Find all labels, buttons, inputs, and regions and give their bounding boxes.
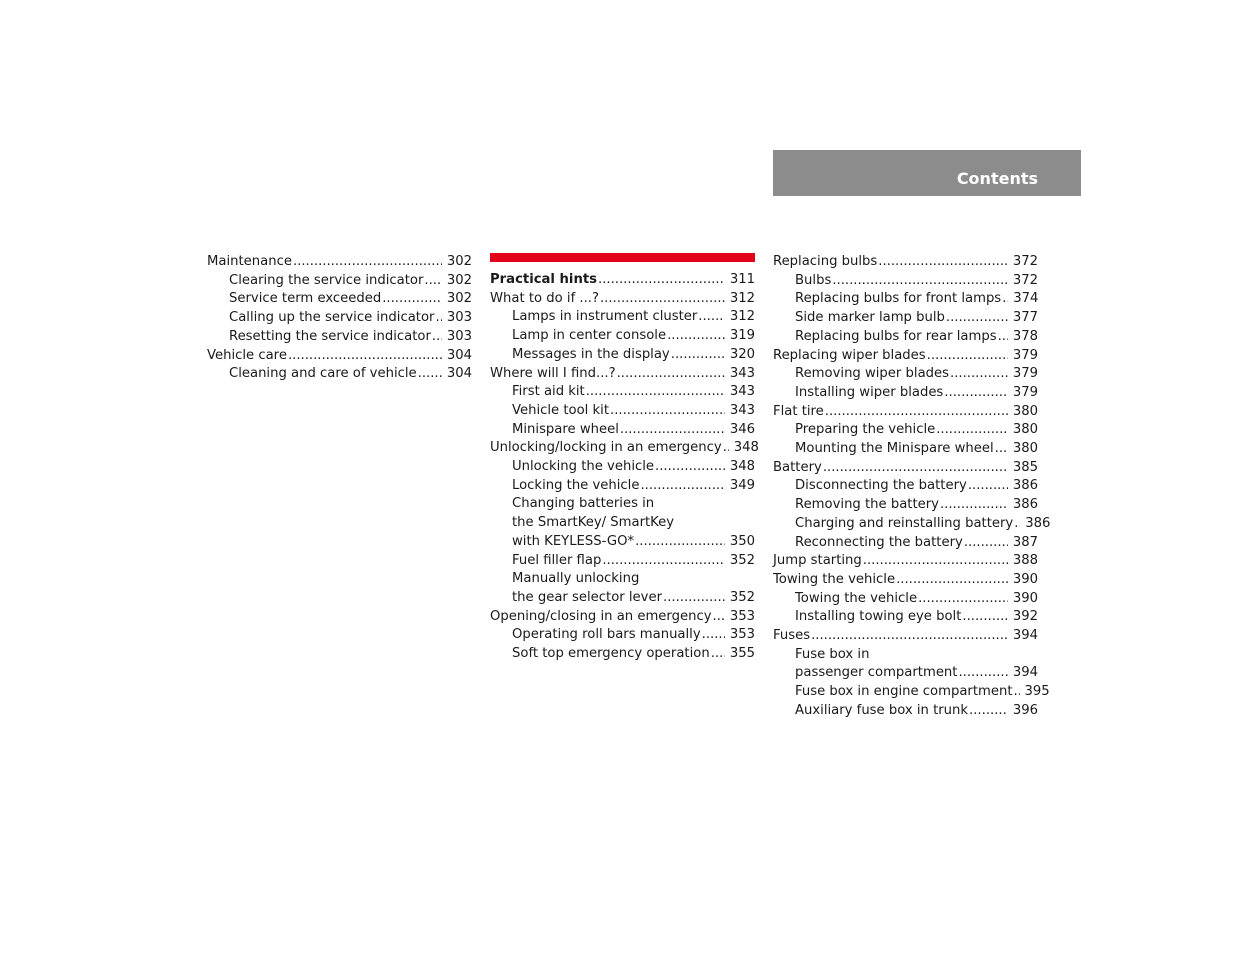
toc-leader-dots [946, 309, 1008, 328]
toc-entry[interactable] [207, 290, 472, 309]
toc-leader-dots [667, 327, 725, 346]
toc-entry-page: 390 [1012, 590, 1038, 606]
toc-entry-page: 304 [446, 347, 472, 363]
toc-entry-label: Charging and reinstalling battery [795, 515, 1014, 531]
toc-entry-label: Cleaning and care of vehicle [229, 366, 417, 382]
toc-entry-page: 311 [729, 272, 755, 287]
toc-entry[interactable] [490, 608, 755, 627]
toc-entry-label: the gear selector lever [512, 589, 662, 605]
toc-entry-page: 378 [1012, 328, 1038, 344]
toc-entry-label: Soft top emergency operation [512, 646, 710, 662]
toc-entry-label: Jump starting [773, 553, 862, 569]
toc-entry-label: Vehicle tool kit [512, 402, 609, 418]
page-title: Contents [956, 169, 1038, 188]
toc-entry-page: 352 [729, 552, 755, 568]
toc-entry[interactable] [490, 346, 755, 365]
toc-leader-dots [958, 664, 1007, 683]
toc-leader-dots [586, 383, 725, 402]
toc-entry-page: 374 [1013, 291, 1039, 307]
toc-entry-page: 343 [729, 384, 755, 400]
toc-entry[interactable] [207, 272, 472, 291]
toc-entry-page: 302 [446, 254, 472, 269]
toc-entry-page: 394 [1012, 665, 1038, 681]
toc-leader-dots [968, 477, 1008, 496]
toc-entry-page: 380 [1012, 422, 1038, 438]
toc-entry-label: Fuel filler flap [512, 552, 602, 568]
toc-entry[interactable] [490, 383, 755, 402]
toc-leader-dots [711, 645, 725, 664]
toc-leader-dots [600, 290, 725, 309]
toc-entry-page: 312 [729, 309, 755, 325]
toc-entry[interactable] [773, 571, 1038, 590]
toc-entry-label: What to do if ...? [490, 290, 599, 306]
toc-leader-dots [293, 253, 442, 272]
toc-entry[interactable] [490, 514, 755, 533]
toc-entry[interactable] [773, 290, 1038, 309]
toc-entry[interactable] [773, 627, 1038, 646]
toc-entry-page: 390 [1012, 571, 1038, 587]
toc-entry-page: 353 [729, 608, 755, 624]
toc-entry[interactable] [773, 253, 1038, 272]
toc-leader-dots [435, 309, 441, 328]
toc-leader-dots [823, 459, 1008, 478]
toc-leader-dots [969, 702, 1008, 721]
toc-leader-dots [620, 421, 725, 440]
toc-entry[interactable] [490, 327, 755, 346]
toc-entry[interactable] [773, 646, 1038, 665]
toc-entry-page: 319 [729, 328, 755, 344]
toc-leader-dots [940, 496, 1008, 515]
toc-entry[interactable] [490, 402, 755, 421]
toc-entry-label: Towing the vehicle [795, 590, 918, 606]
toc-entry[interactable] [773, 702, 1038, 721]
toc-leader-dots [713, 608, 725, 627]
toc-entry-label: Where will I find...? [490, 365, 616, 381]
toc-entry-label: Fuse box in [795, 646, 870, 662]
toc-entry-label: Installing wiper blades [795, 384, 944, 400]
toc-entry-page: 346 [729, 421, 755, 437]
toc-entry-page: 350 [729, 533, 755, 549]
toc-leader-dots [382, 290, 442, 309]
toc-entry-label: Unlocking the vehicle [512, 459, 655, 475]
toc-entry-label: Service term exceeded [229, 291, 382, 307]
toc-leader-dots [950, 365, 1008, 384]
toc-entry-page: 385 [1012, 459, 1038, 475]
toc-entry-page: 388 [1012, 553, 1038, 569]
toc-entry-page: 312 [729, 290, 755, 306]
toc-entry-label: First aid kit [512, 384, 585, 400]
toc-entry-label: Removing the battery [795, 497, 939, 513]
toc-entry[interactable] [773, 309, 1038, 328]
toc-entry-label: Reconnecting the battery [795, 534, 963, 550]
toc-entry-page: 343 [729, 402, 755, 418]
toc-entry[interactable] [207, 347, 472, 366]
toc-leader-dots [1014, 515, 1020, 534]
toc-entry-page: 380 [1012, 403, 1038, 419]
toc-entry-label: Disconnecting the battery [795, 478, 967, 494]
toc-entry-page: 392 [1012, 609, 1038, 625]
toc-entry-page: 396 [1012, 702, 1038, 718]
toc-entry-page: 303 [446, 328, 472, 344]
toc-leader-dots [288, 347, 442, 366]
toc-entry-label: Messages in the display [512, 346, 670, 362]
toc-entry-label: Calling up the service indicator [229, 310, 435, 326]
toc-entry-page: 380 [1012, 441, 1038, 457]
toc-entry-page: 395 [1024, 684, 1050, 700]
toc-leader-dots [640, 477, 724, 496]
toc-entry-label: Replacing bulbs [773, 254, 878, 269]
toc-entry-label: Unlocking/locking in an emergency [490, 440, 722, 456]
toc-entry-page: 386 [1012, 497, 1038, 513]
toc-leader-dots [602, 552, 725, 571]
toc-leader-dots [995, 440, 1008, 459]
toc-entry[interactable] [207, 309, 472, 328]
toc-leader-dots [702, 626, 725, 645]
toc-entry-label: Towing the vehicle [773, 571, 896, 587]
toc-entry-page: 355 [729, 646, 755, 662]
toc-entry[interactable] [490, 589, 755, 608]
toc-entry-page: 377 [1012, 310, 1038, 326]
toc-leader-dots [962, 608, 1007, 627]
toc-entry-page: 320 [729, 346, 755, 362]
toc-leader-dots [598, 271, 725, 290]
toc-entry-page: 386 [1025, 515, 1051, 531]
toc-leader-dots [418, 365, 442, 384]
toc-entry-label: Preparing the vehicle [795, 422, 936, 438]
toc-leader-dots [832, 272, 1008, 291]
toc-entry[interactable] [490, 365, 755, 384]
toc-entry-page: 348 [733, 440, 759, 456]
toc-entry-label: with KEYLESS-GO* [512, 533, 635, 549]
toc-entry-label: Mounting the Minispare wheel [795, 441, 994, 457]
toc-entry[interactable] [773, 608, 1038, 627]
toc-entry[interactable] [490, 495, 755, 514]
toc-entry-page: 379 [1012, 347, 1038, 363]
toc-entry[interactable] [773, 590, 1038, 609]
toc-entry[interactable] [773, 365, 1038, 384]
toc-entry[interactable] [773, 552, 1038, 571]
toc-entry-page: 372 [1012, 272, 1038, 288]
toc-entry-page: 387 [1012, 534, 1038, 550]
toc-leader-dots [655, 458, 725, 477]
toc-entry[interactable] [773, 403, 1038, 422]
toc-entry[interactable] [773, 347, 1038, 366]
toc-leader-dots [878, 253, 1008, 272]
toc-entry[interactable] [490, 308, 755, 327]
toc-entry-page: 343 [729, 365, 755, 381]
toc-entry-page: 379 [1012, 384, 1038, 400]
toc-entry-label: Fuses [773, 628, 811, 644]
toc-entry-page: 379 [1012, 366, 1038, 382]
toc-entry-label: Clearing the service indicator [229, 272, 424, 288]
toc-entry[interactable] [773, 534, 1038, 553]
toc-entry-label: Bulbs [795, 272, 832, 288]
toc-entry[interactable] [207, 328, 472, 347]
toc-entry-page: 394 [1012, 628, 1038, 644]
toc-entry-label: Lamps in instrument cluster [512, 309, 698, 325]
toc-entry-page: 302 [446, 272, 472, 288]
toc-entry-label: Operating roll bars manually [512, 627, 701, 643]
toc-entry-label: Manually unlocking [512, 571, 640, 587]
toc-leader-dots [918, 590, 1008, 609]
toc-entry-label: Replacing wiper blades [773, 347, 926, 363]
toc-entry[interactable] [773, 440, 1038, 459]
toc-entry-label: passenger compartment [795, 665, 958, 681]
contents-header-tab [773, 150, 1081, 196]
toc-entry[interactable] [490, 439, 759, 458]
toc-entry[interactable] [773, 515, 1051, 534]
toc-leader-dots [964, 534, 1008, 553]
toc-leader-dots [432, 328, 442, 347]
toc-leader-dots [617, 365, 725, 384]
toc-entry-page: 353 [729, 627, 755, 643]
toc-leader-dots [1014, 683, 1020, 702]
toc-entry[interactable] [773, 421, 1038, 440]
toc-entry[interactable] [490, 570, 755, 589]
toc-entry[interactable] [490, 271, 755, 290]
toc-entry-label: Minispare wheel [512, 421, 619, 437]
toc-column-2 [490, 253, 759, 664]
toc-entry-label: Lamp in center console [512, 328, 667, 344]
toc-entry[interactable] [773, 459, 1038, 478]
toc-entry-label: Flat tire [773, 403, 824, 419]
toc-entry-label: Opening/closing in an emergency [490, 608, 712, 624]
toc-entry-page: 352 [729, 589, 755, 605]
section-accent-bar [490, 253, 755, 262]
toc-entry[interactable] [490, 421, 755, 440]
toc-entry-label: Battery [773, 459, 822, 475]
toc-entry-page: 348 [729, 459, 755, 475]
toc-entry-label: Side marker lamp bulb [795, 310, 945, 326]
toc-entry[interactable] [773, 477, 1038, 496]
toc-entry[interactable] [773, 683, 1050, 702]
toc-entry-label: Maintenance [207, 254, 292, 269]
toc-entry-page: 304 [446, 366, 472, 382]
toc-leader-dots [635, 533, 725, 552]
toc-entry[interactable] [490, 552, 755, 571]
toc-entry[interactable] [773, 384, 1038, 403]
toc-entry-label: Installing towing eye bolt [795, 609, 962, 625]
toc-leader-dots [698, 308, 725, 327]
toc-leader-dots [825, 403, 1008, 422]
toc-entry[interactable] [773, 664, 1038, 683]
toc-entry-label: Locking the vehicle [512, 477, 640, 493]
toc-entry-label: Changing batteries in [512, 496, 655, 512]
toc-leader-dots [424, 272, 441, 291]
toc-leader-dots [927, 347, 1008, 366]
toc-entry-label: Fuse box in engine compartment [795, 684, 1013, 700]
toc-entry-label: Practical hints [490, 272, 597, 287]
toc-entry[interactable] [490, 458, 755, 477]
toc-leader-dots [671, 346, 725, 365]
toc-column-1 [207, 253, 472, 384]
toc-entry[interactable] [773, 496, 1038, 515]
toc-entry-page: 349 [729, 477, 755, 493]
toc-entry[interactable] [490, 477, 755, 496]
toc-leader-dots [944, 384, 1008, 403]
toc-leader-dots [663, 589, 725, 608]
toc-entry[interactable] [490, 626, 755, 645]
toc-entry-label: Resetting the service indicator [229, 328, 431, 344]
toc-entry-page: 372 [1012, 254, 1038, 269]
toc-entry-label: Replacing bulbs for rear lamps [795, 328, 997, 344]
toc-entry-label: Replacing bulbs for front lamps [795, 291, 1002, 307]
toc-column-3 [773, 253, 1051, 721]
toc-entry[interactable] [773, 272, 1038, 291]
toc-leader-dots [811, 627, 1008, 646]
toc-entry[interactable] [207, 253, 472, 272]
toc-entry-page: 386 [1012, 478, 1038, 494]
toc-entry-label: Removing wiper blades [795, 366, 950, 382]
toc-entry-page: 302 [446, 291, 472, 307]
toc-leader-dots [896, 571, 1008, 590]
toc-entry[interactable] [773, 328, 1038, 347]
toc-entry[interactable] [490, 645, 755, 664]
toc-leader-dots [998, 328, 1008, 347]
toc-leader-dots [1002, 290, 1008, 309]
toc-entry[interactable] [490, 533, 755, 552]
toc-entry-label: the SmartKey/ SmartKey [512, 515, 675, 531]
toc-entry-label: Vehicle care [207, 347, 287, 363]
toc-entry-label: Auxiliary fuse box in trunk [795, 702, 969, 718]
toc-leader-dots [863, 552, 1008, 571]
toc-leader-dots [936, 421, 1008, 440]
toc-leader-dots [723, 439, 729, 458]
toc-entry-page: 303 [446, 310, 472, 326]
toc-leader-dots [610, 402, 725, 421]
toc-entry[interactable] [490, 290, 755, 309]
toc-entry[interactable] [207, 365, 472, 384]
